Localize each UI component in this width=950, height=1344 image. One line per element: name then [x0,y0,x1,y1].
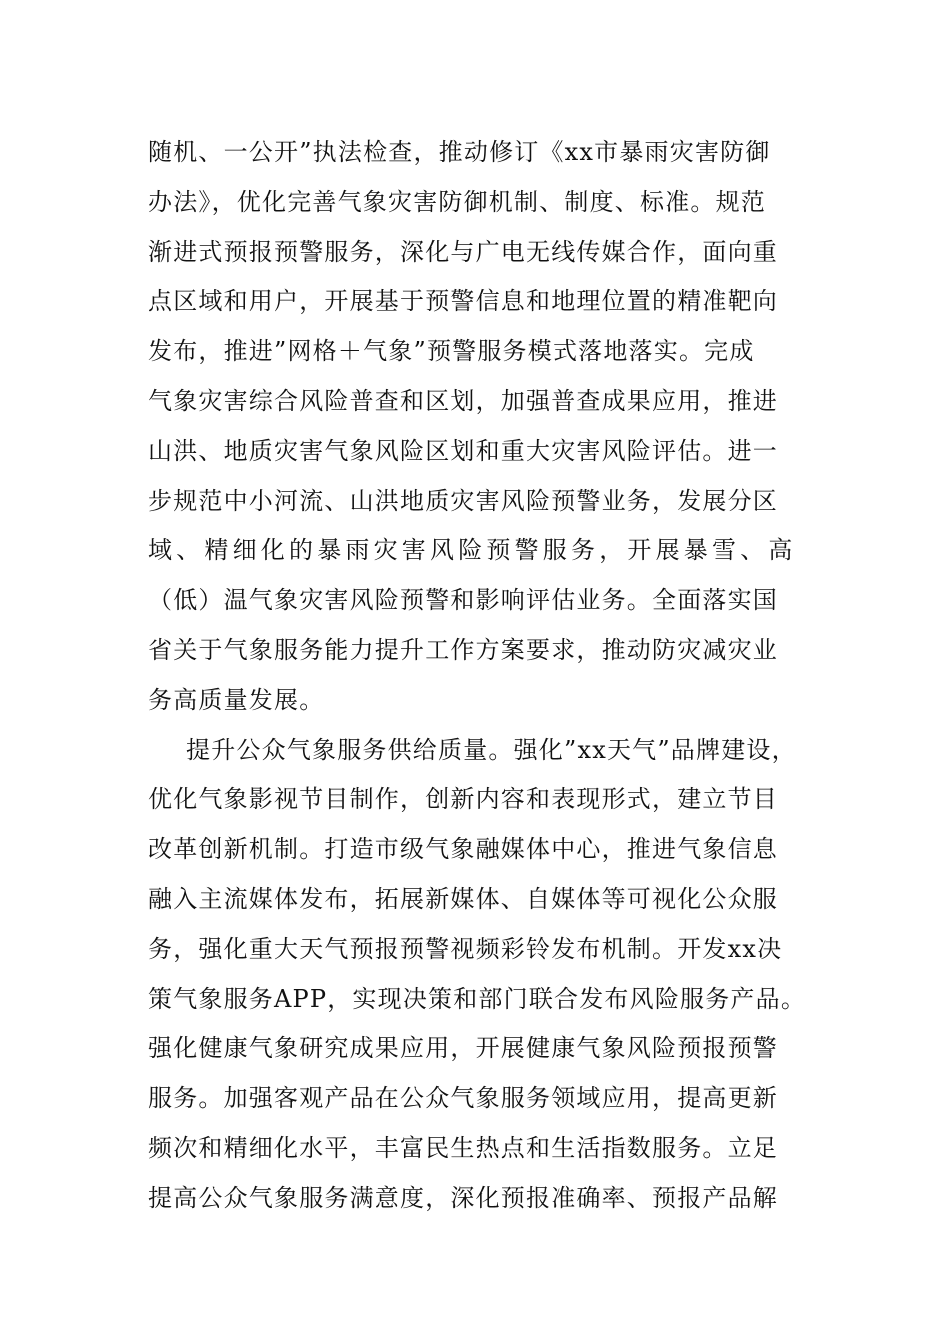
text-line: 发布，推进”网格＋气象”预警服务模式落地落实。完成 [148,337,755,366]
text-line: 省关于气象服务能力提升工作方案要求，推动防灾减灾业 [148,635,778,664]
text-line: 提高公众气象服务满意度，深化预报准确率、预报产品解 [148,1183,778,1212]
text-line: （低）温气象灾害风险预警和影响评估业务。全面落实国 [148,586,778,615]
text-line: 步规范中小河流、山洪地质灾害风险预警业务，发展分区 [148,486,778,515]
text-line: 优化气象影视节目制作，创新内容和表现形式，建立节目 [148,785,778,814]
text-line: 渐进式预报预警服务，深化与广电无线传媒合作，面向重 [148,237,778,266]
text-line: 改革创新机制。打造市级气象融媒体中心，推进气象信息 [148,835,778,864]
text-line: 提升公众气象服务供给质量。强化”xx天气”品牌建设， [186,735,797,764]
text-line: 融入主流媒体发布，拓展新媒体、自媒体等可视化公众服 [148,884,778,913]
text-line: 域、精细化的暴雨灾害风险预警服务，开展暴雪、高 [148,536,797,565]
text-line: 策气象服务APP，实现决策和部门联合发布风险服务产品。 [148,984,807,1013]
text-line: 服务。加强客观产品在公众气象服务领域应用，提高更新 [148,1084,778,1113]
text-line: 办法》，优化完善气象灾害防御机制、制度、标准。规范 [148,187,766,216]
text-line: 点区域和用户，开展基于预警信息和地理位置的精准靶向 [148,287,778,316]
text-line: 频次和精细化水平，丰富民生热点和生活指数服务。立足 [148,1133,778,1162]
text-line: 随机、一公开”执法检查，推动修订《xx市暴雨灾害防御 [148,138,771,166]
text-line: 山洪、地质灾害气象风险区划和重大灾害风险评估。进一 [148,436,778,465]
text-line: 气象灾害综合风险普查和区划，加强普查成果应用，推进 [148,386,778,415]
paragraph-2 [148,726,848,1224]
text-line: 务，强化重大天气预报预警视频彩铃发布机制。开发xx决 [148,934,783,963]
body-text [148,128,848,1224]
text-line: 强化健康气象研究成果应用，开展健康气象风险预报预警 [148,1034,778,1063]
paragraph-1 [148,128,848,726]
text-line: 务高质量发展。 [148,685,325,714]
